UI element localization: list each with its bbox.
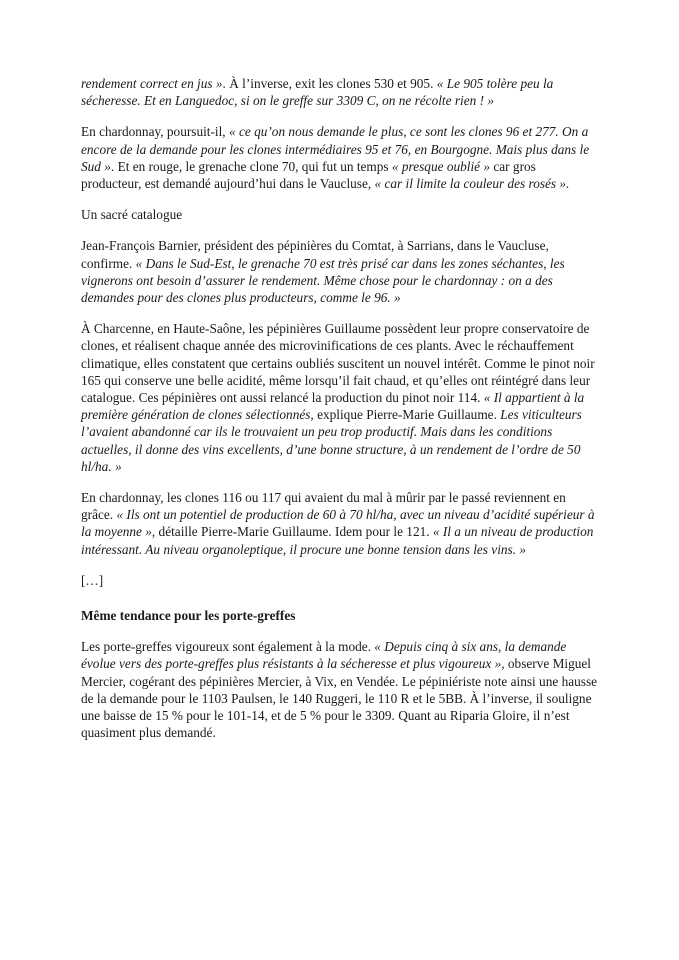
text-run: Les porte-greffes vigoureux sont également à la mode. [81,639,375,655]
text-run: « Ils ont un potentiel de production de 60 à 70 hl/ha, avec un niveau d’acidité supérieur à la moyenne », [81,507,595,540]
paragraph-chardonnay-grenache [81,123,599,192]
section-heading-porte-greffes [81,607,599,624]
text-run: Un sacré catalogue [81,207,183,223]
section-heading-catalogue [81,206,599,223]
text-run: rendement correct en jus » [81,76,223,91]
text-run: « Il a un niveau de production intéressant. Au niveau organoleptique, il procure une bonne tension dans les vins. » [81,524,594,557]
paragraph-barnier-quote [81,237,599,306]
text-run: car gros producteur, est demandé aujourd’hui dans le Vaucluse, [81,158,536,192]
text-run: À Charcenne, en Haute-Saône, les pépinières Guillaume possèdent leur propre conservatoire de clones, et réalisent chaque année des microvinifications de ces plants. Avec le réchauffement climatique, elles constatent que certains oubliés suscitent un nouvel intérêt. Comme le pinot noir 165 qui conserve une belle acidité, même lorsqu’il fait chaud, et qu’elles ont réintégré dans leur catalogue. Ces pépinières ont aussi relancé la production du pinot noir 114. [81,321,595,406]
ellipsis-marker [81,572,599,589]
text-run: « Le 905 tolère peu la sécheresse. Et en Languedoc, si on le greffe sur 3309 C, on ne récolte rien ! » [81,76,554,109]
text-run: Les viticulteurs l’avaient abandonné car ils le trouvaient un peu trop productif. Mais dans les conditions actuelles, il donne des vins excellents, d’une bonne structure, à un rendement de l’ordre de 50 hl/ha. » [81,407,582,474]
paragraph-clones-116-117 [81,489,599,558]
text-run: . Et en rouge, le grenache clone 70, qui fut un temps [110,158,392,174]
text-run: « presque oublié » [391,158,491,174]
text-run: explique Pierre-Marie Guillaume. [317,407,501,423]
text-run: En chardonnay, poursuit-il, [81,124,229,140]
text-run: […] [81,572,104,588]
text-run: En chardonnay, les clones 116 ou 117 qui avaient du mal à mûrir par le passé reviennent en grâce. [81,490,566,523]
paragraph-guillaume-conservatoire [81,320,599,475]
text-run: « Dans le Sud-Est, le grenache 70 est très prisé car dans les zones séchantes, les vignerons ont besoin d’assurer le rendement. Même chose pour le chardonnay : on a des demandes pour des clones plus producteurs, comme le 96. » [81,255,565,306]
text-run: observe Miguel Mercier, cogérant des pépinières Mercier, à Vix, en Vendée. Le pépiniériste note ainsi une hausse de la demande pour le 1103 Paulsen, le 140 Ruggeri, le 110 R et le 5BB. À l’inverse, il souligne une baisse de 15 % pour le 101-14, et de 5 % pour le 3309. Quant au Riparia Gloire, il n’est quasiment plus demandé. [81,656,598,741]
paragraph-intro-clones [81,75,599,109]
text-run: détaille Pierre-Marie Guillaume. Idem pour le 121. [158,524,433,540]
text-run: « Depuis cinq à six ans, la demande évolue vers des porte-greffes plus résistants à la sécheresse et plus vigoureux », [81,639,567,672]
text-run: Jean-François Barnier, président des pépinières du Comtat, à Sarrians, dans le Vaucluse, confirme. [81,238,549,271]
text-run: « Il appartient à la première génération de clones sélectionnés, [81,390,585,423]
text-run: « car il limite la couleur des rosés ». [374,176,570,192]
paragraph-porte-greffes [81,638,599,741]
text-run: . À l’inverse, exit les clones 530 et 905. [222,76,437,91]
text-run: « ce qu’on nous demande le plus, ce sont les clones 96 et 277. On a encore de la demande pour les clones intermédiaires 95 et 76, en Bourgogne. Mais plus dans le Sud » [81,124,590,174]
text-run: Même tendance pour les porte-greffes [81,608,296,624]
